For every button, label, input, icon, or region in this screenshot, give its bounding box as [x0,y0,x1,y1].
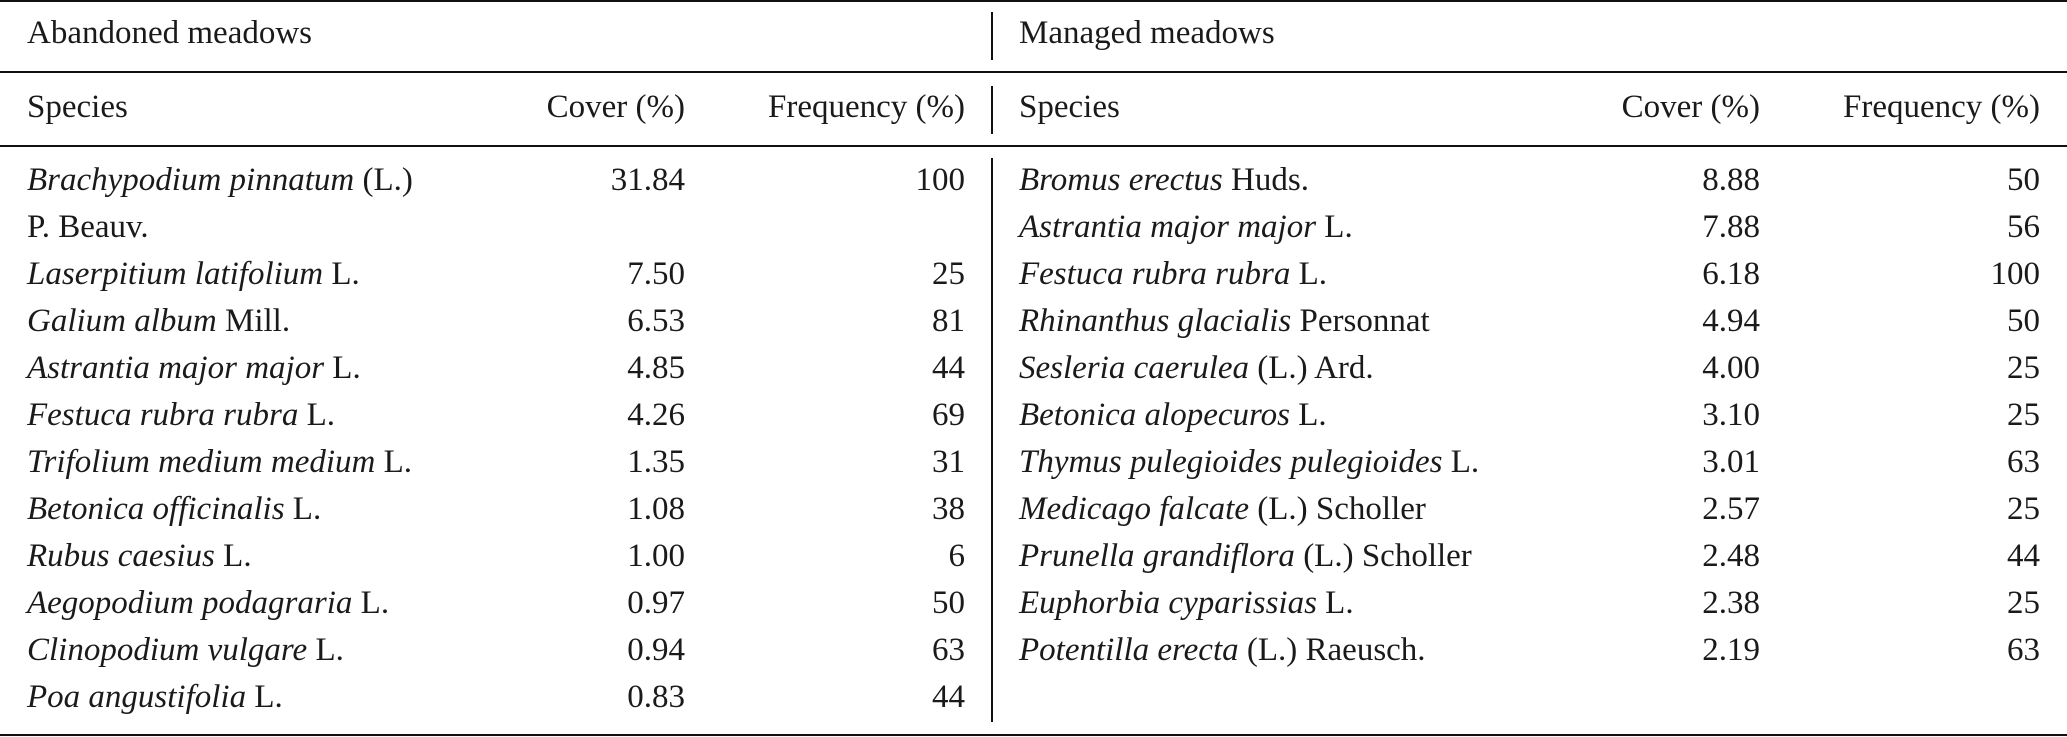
species-authority: L. [1442,444,1480,480]
right_rows-species-name [1019,298,1430,345]
right_rows-species-name [1019,580,1354,627]
species-name-italic: Potentilla erecta [1019,632,1239,668]
right_rows-frequency-value: 50 [2007,162,2040,198]
left_rows-frequency-value: 100 [915,162,965,198]
species-authority: L. [246,679,283,715]
left_rows-cover-value: 6.53 [627,303,685,339]
left_rows-species-name [27,392,335,439]
right_rows-species-name [1019,345,1374,392]
species-name-italic: Bromus erectus [1019,162,1223,198]
group-header-divider [991,12,993,60]
left_rows-species-name [27,486,321,533]
species-authority: L. [323,256,360,292]
column-header-divider [991,86,993,134]
right_rows-cover-value: 2.48 [1702,538,1760,574]
species-authority: L. [1316,209,1353,245]
left_rows-species-name [27,251,360,298]
left-header-cover: Cover (%) [546,89,685,125]
left_rows-cover-value: 4.26 [627,397,685,433]
left_rows-species-name-continued: P. Beauv. [27,209,149,245]
right_rows-species-name [1019,627,1426,674]
left_rows-frequency-value: 44 [932,350,965,386]
right_rows-frequency-value: 25 [2007,350,2040,386]
species-authority: (L.) Ard. [1249,350,1374,386]
left_rows-frequency-value: 69 [932,397,965,433]
left_rows-frequency-value: 38 [932,491,965,527]
right_rows-cover-value: 2.38 [1702,585,1760,621]
species-authority: L. [307,632,344,668]
species-name-italic: Laserpitium latifolium [27,256,324,292]
right_rows-frequency-value: 44 [2007,538,2040,574]
species-authority: L. [1290,256,1328,292]
species-name-italic: Prunella grandiflora [1019,538,1295,574]
species-name-italic: Brachypodium pinnatum [27,162,355,198]
left_rows-frequency-value: 81 [932,303,965,339]
right_rows-cover-value: 2.19 [1702,632,1760,668]
species-name-italic: Rubus caesius [27,538,215,574]
left_rows-species-name [27,157,413,204]
species-name-italic: Festuca rubra rubra [27,397,299,433]
species-authority: L. [298,397,336,433]
right_rows-frequency-value: 25 [2007,491,2040,527]
species-authority: Personnat [1291,303,1430,339]
right_rows-frequency-value: 63 [2007,632,2040,668]
group-header-rule [0,71,2067,73]
right_rows-cover-value: 8.88 [1702,162,1760,198]
right-header-species: Species [1019,89,1120,125]
right_rows-species-name [1019,486,1426,533]
species-authority: (L.) Raeusch. [1238,632,1426,668]
species-authority: L. [324,350,361,386]
right_rows-cover-value: 3.01 [1702,444,1760,480]
right_rows-cover-value: 2.57 [1702,491,1760,527]
right_rows-frequency-value: 25 [2007,585,2040,621]
group-label-managed: Managed meadows [1019,15,1275,51]
right_rows-frequency-value: 100 [1990,256,2040,292]
species-authority: L. [1289,397,1327,433]
species-name-italic: Thymus pulegioides pulegioides [1019,444,1443,480]
right_rows-cover-value: 6.18 [1702,256,1760,292]
left_rows-species-name [27,580,389,627]
right_rows-cover-value: 4.94 [1702,303,1760,339]
species-authority: L. [352,585,390,621]
species-authority: L. [284,491,322,527]
left_rows-cover-value: 1.00 [627,538,685,574]
left_rows-cover-value: 31.84 [610,162,685,198]
species-name-italic: Trifolium medium medium [27,444,376,480]
species-name-italic: Clinopodium vulgare [27,632,308,668]
body-divider [991,158,993,722]
species-authority: (L.) Scholler [1249,491,1426,527]
species-authority: Huds. [1222,162,1309,198]
right_rows-cover-value: 7.88 [1702,209,1760,245]
group-label-abandoned: Abandoned meadows [27,15,313,51]
species-authority: L. [375,444,413,480]
right_rows-cover-value: 3.10 [1702,397,1760,433]
species-name-italic: Euphorbia cyparissias [1019,585,1317,621]
species-name-italic: Aegopodium podagraria [27,585,353,621]
top-rule [0,0,2067,2]
left_rows-frequency-value: 31 [932,444,965,480]
right-header-cover: Cover (%) [1621,89,1760,125]
right-header-frequency: Frequency (%) [1842,89,2040,125]
species-authority: Mill. [216,303,291,339]
left_rows-species-name [27,439,412,486]
species-name-italic: Astrantia major major [27,350,325,386]
left_rows-cover-value: 0.83 [627,679,685,715]
species-name-italic: Galium album [27,303,217,339]
species-name-italic: Sesleria caerulea [1019,350,1250,386]
left_rows-cover-value: 1.08 [627,491,685,527]
right_rows-frequency-value: 50 [2007,303,2040,339]
left_rows-frequency-value: 50 [932,585,965,621]
species-name-italic: Medicago falcate [1019,491,1250,527]
right_rows-frequency-value: 25 [2007,397,2040,433]
right_rows-species-name [1019,533,1472,580]
right_rows-frequency-value: 63 [2007,444,2040,480]
left_rows-cover-value: 4.85 [627,350,685,386]
right_rows-frequency-value: 56 [2007,209,2040,245]
species-name-italic: Festuca rubra rubra [1019,256,1291,292]
species-name-italic: Betonica alopecuros [1019,397,1290,433]
right_rows-species-name [1019,392,1327,439]
right_rows-cover-value: 4.00 [1702,350,1760,386]
species-name-italic: Rhinanthus glacialis [1019,303,1292,339]
right_rows-species-name [1019,157,1309,204]
species-authority: (L.) [354,162,413,198]
bottom-rule [0,734,2067,736]
left_rows-frequency-value: 63 [932,632,965,668]
left_rows-cover-value: 1.35 [627,444,685,480]
left_rows-species-name [27,345,361,392]
left-header-species: Species [27,89,128,125]
right_rows-species-name [1019,204,1353,251]
right_rows-species-name [1019,251,1327,298]
left_rows-species-name [27,674,283,721]
left-header-frequency: Frequency (%) [767,89,965,125]
species-authority: L. [214,538,252,574]
left_rows-species-name [27,627,344,674]
left_rows-cover-value: 7.50 [627,256,685,292]
species-name-italic: Betonica officinalis [27,491,285,527]
right_rows-species-name [1019,439,1479,486]
left_rows-frequency-value: 6 [948,538,965,574]
species-authority: L. [1316,585,1354,621]
species-authority: (L.) Scholler [1294,538,1472,574]
left_rows-cover-value: 0.97 [627,585,685,621]
left_rows-species-name [27,298,290,345]
species-name-italic: Astrantia major major [1019,209,1317,245]
left_rows-frequency-value: 44 [932,679,965,715]
left_rows-frequency-value: 25 [932,256,965,292]
left_rows-species-name [27,533,252,580]
species-name-italic: Poa angustifolia [27,679,247,715]
column-header-rule [0,145,2067,147]
left_rows-cover-value: 0.94 [627,632,685,668]
